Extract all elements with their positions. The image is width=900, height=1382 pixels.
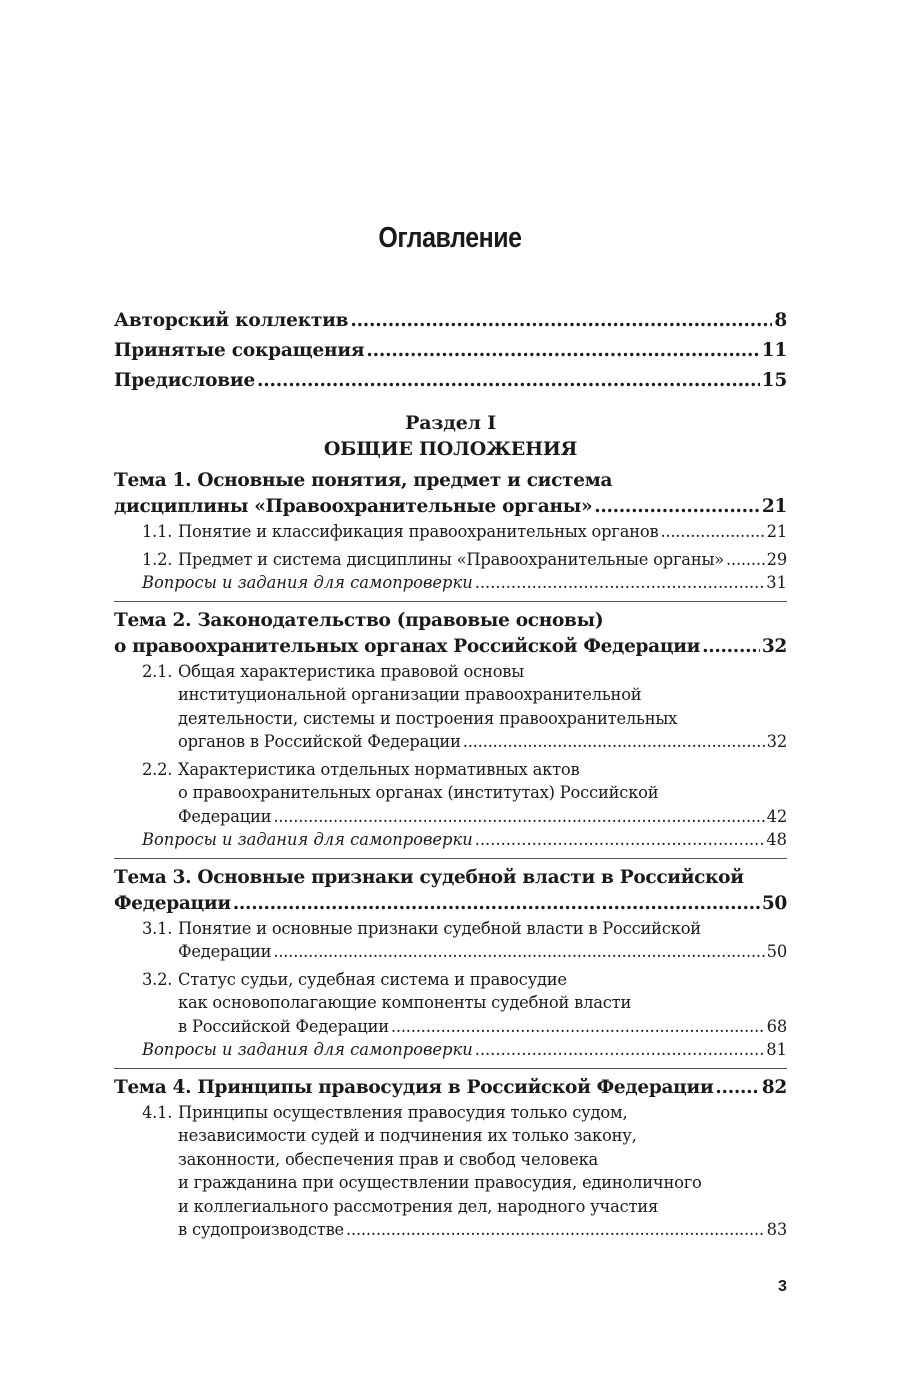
page-title: Оглавление [378,222,522,254]
topic-page: 50 [761,892,787,914]
subsection-text: Принципы осуществления правосудия только судом, [178,1102,628,1122]
divider [114,601,787,602]
subsection-row [142,968,787,992]
toc-entry-label: Принятые сокращения [114,340,365,361]
topic-title-line: Тема 2. Законодательство (правовые основы) [114,609,604,631]
topic-title-row [114,891,787,917]
dot-leader [366,336,759,366]
subsection-entry[interactable] [114,548,787,572]
dot-leader [660,520,764,544]
dot-leader [273,805,764,829]
subsection-text: Федерации [178,942,272,961]
dot-leader [475,571,765,595]
dot-leader [257,366,760,396]
subsection-row [142,1015,787,1039]
section-number: Раздел I [405,412,496,434]
topic-title-line: Тема 1. Основные понятия, предмет и система [114,470,613,491]
dot-leader [346,1218,765,1242]
subsection-row [142,758,787,782]
subsection-page: 29 [766,549,787,569]
subsection-page: 50 [766,942,787,961]
topic-title-line: Тема 4. Принципы правосудия в Российской Федерации [114,1076,714,1098]
subsection-text: независимости судей и подчинения их только закону, [178,1126,637,1145]
subsection-text: законности, обеспечения прав и свобод человека [178,1149,599,1169]
self-check-label: Вопросы и задания для самопроверки [142,830,473,849]
dot-leader [391,1015,765,1039]
subsection-page: 32 [766,732,787,751]
dot-leader [726,548,765,572]
subsection-text: деятельности, системы и построения правоохранительных [178,708,678,728]
dot-leader [475,1038,765,1062]
toc-entry-label: Предисловие [114,370,256,391]
dot-leader [273,940,764,964]
subsection-text: Предмет и система дисциплины «Правоохранительные органы» [178,549,724,569]
section-heading [114,410,787,462]
topic-entry[interactable] [114,608,787,852]
subsection-entry[interactable] [114,660,787,754]
topic-page: 32 [761,635,787,657]
topic-page: 21 [761,496,787,517]
subsection-text: Общая характеристика правовой основы [178,661,525,681]
subsection-row [142,1218,787,1242]
toc-entry[interactable] [114,306,787,336]
subsection-row [142,917,787,941]
subsection-entry[interactable] [114,1101,787,1242]
subsection-number: 3.1. [142,918,173,938]
self-check-label: Вопросы и задания для самопроверки [142,573,473,592]
subsection-number: 1.2. [142,549,173,569]
topic-page: 82 [761,1076,787,1098]
subsection-text: и коллегиального рассмотрения дел, народного участия [178,1196,659,1216]
subsection-row [142,805,787,829]
self-check-page: 81 [766,1040,787,1059]
table-of-contents [114,306,787,1242]
self-check-page: 48 [766,830,787,849]
topic-title-line: Тема 3. Основные признаки судебной власти в Российской [114,866,744,888]
toc-entry[interactable] [114,366,787,396]
subsection-number: 2.2. [142,759,173,779]
topics-list [114,468,787,1242]
divider [114,858,787,859]
toc-entry[interactable] [114,336,787,366]
topic-title-row [114,634,787,660]
topic-title-line: дисциплины «Правоохранительные органы» [114,496,593,517]
subsection-text: Федерации [178,806,272,826]
subsection-entry[interactable] [114,758,787,829]
subsection-text: в Российской Федерации [178,1016,389,1036]
subsection-page: 42 [766,806,787,826]
subsection-entry[interactable] [114,968,787,1039]
dot-leader [702,634,760,660]
topic-title-line: о правоохранительных органах Российской Федерации [114,635,701,657]
subsection-row [142,548,787,572]
page-number: 3 [778,1278,787,1295]
front-matter-list [114,306,787,396]
self-check-entry[interactable] [114,1038,787,1062]
subsection-number: 2.1. [142,661,173,681]
toc-entry-page: 11 [761,340,787,361]
topic-entry[interactable] [114,1075,787,1242]
self-check-entry[interactable] [114,828,787,852]
toc-entry-page: 8 [774,310,787,331]
subsection-row [142,520,787,544]
self-check-label: Вопросы и задания для самопроверки [142,1040,473,1059]
topic-title-line: Федерации [114,892,231,914]
subsection-row [142,940,787,964]
subsection-page: 83 [766,1220,787,1239]
subsection-text: Статус судьи, судебная система и правосудие [178,969,567,989]
toc-entry-page: 15 [761,370,787,391]
section-title: ОБЩИЕ ПОЛОЖЕНИЯ [323,438,578,460]
subsection-text: как основополагающие компоненты судебной власти [178,993,632,1012]
subsection-text: Понятие и классификация правоохранительных органов [178,522,659,541]
subsection-text: Характеристика отдельных нормативных актов [178,759,580,779]
subsection-number: 3.2. [142,969,173,989]
dot-leader [233,891,760,917]
topic-entry[interactable] [114,468,787,595]
subsection-text: о правоохранительных органах (институтах) Российской [178,783,659,802]
subsection-entry[interactable] [114,520,787,544]
dot-leader [350,306,772,336]
subsection-page: 21 [766,522,787,541]
subsection-text: Понятие и основные признаки судебной власти в Российской [178,918,701,938]
dot-leader [475,828,765,852]
dot-leader [594,494,760,520]
topic-entry[interactable] [114,865,787,1062]
subsection-row [142,730,787,754]
subsection-row [142,660,787,684]
subsection-text: органов в Российской Федерации [178,732,461,751]
subsection-number: 1.1. [142,522,173,541]
subsection-row [142,1101,787,1125]
subsection-number: 4.1. [142,1102,173,1122]
subsection-page: 68 [766,1016,787,1036]
subsection-text: в судопроизводстве [178,1220,344,1239]
subsection-text: институциональной организации правоохранительной [178,685,642,704]
divider [114,1068,787,1069]
dot-leader [463,730,765,754]
self-check-page: 31 [766,573,787,592]
toc-entry-label: Авторский коллектив [114,310,349,331]
dot-leader [715,1075,759,1101]
subsection-entry[interactable] [114,917,787,964]
topic-title-row [114,494,787,520]
self-check-entry[interactable] [114,571,787,595]
topic-title-row [114,1075,787,1101]
subsection-text: и гражданина при осуществлении правосудия, единоличного [178,1173,702,1192]
